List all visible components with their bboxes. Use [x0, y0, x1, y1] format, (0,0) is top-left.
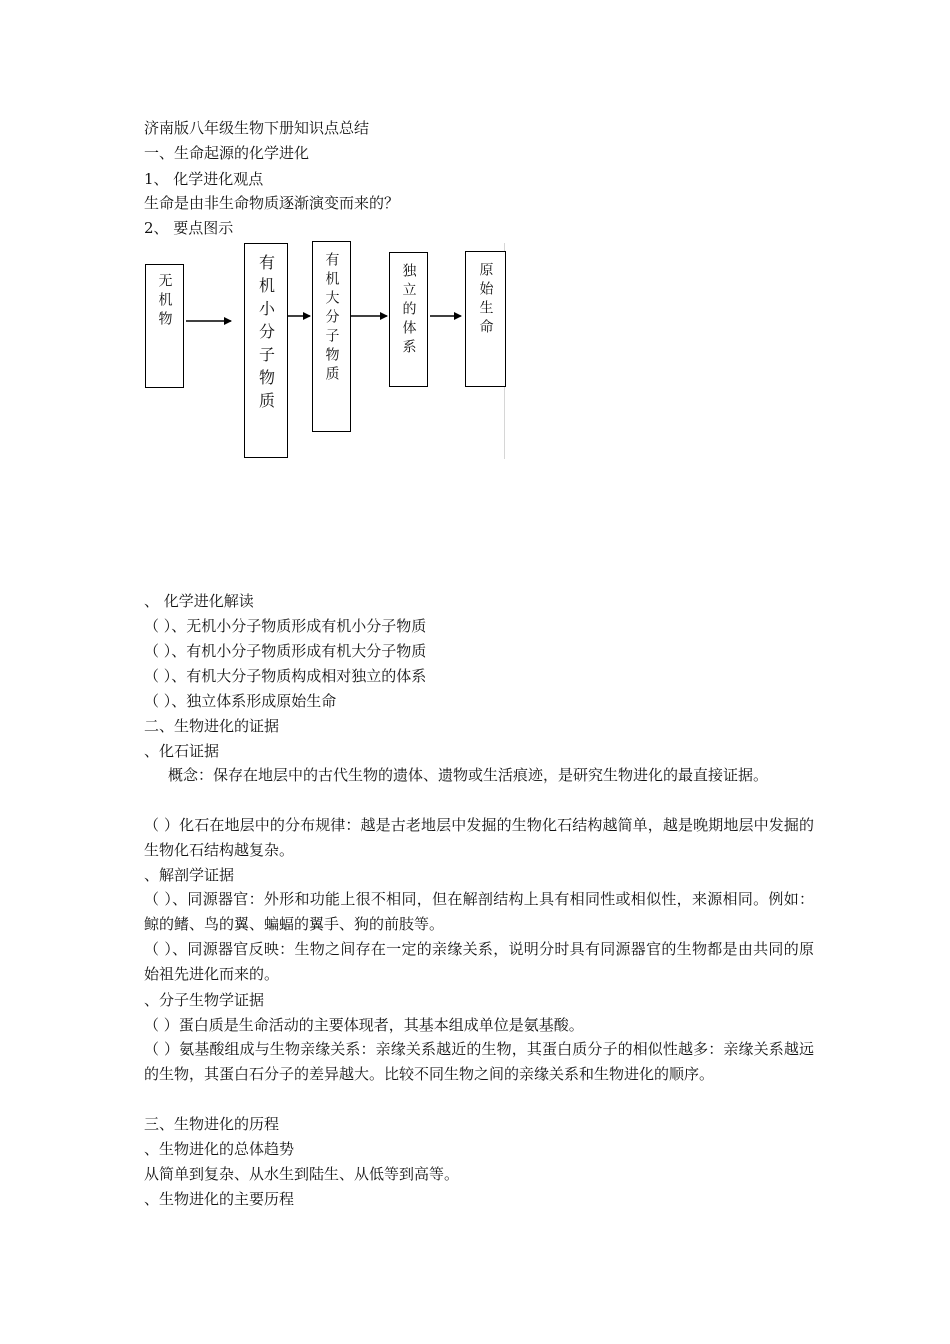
list-item: （ ）、独立体系形成原始生命 [144, 692, 337, 710]
paragraph-amino-acid: （ ）氨基酸组成与生物亲缘关系：亲缘关系越近的生物，其蛋白质分子的相似性越多：亲缘关系越远的生物，其蛋白石分子的差异越大。比较不同生物之间的亲缘关系和生物进化的顺序。 [144, 1040, 814, 1083]
paragraph-fossil-distribution: （ ）化石在地层中的分布规律：越是古老地层中发掘的生物化石结构越简单，越是晚期地层中发掘的生物化石结构越复杂。 [144, 816, 814, 859]
list-item: （ ）、有机大分子物质构成相对独立的体系 [144, 667, 427, 685]
section-2-heading: 二、生物进化的证据 [144, 717, 280, 735]
subheading-chemical-evolution-view: 1、 化学进化观点 [144, 170, 264, 188]
subheading-anatomy-evidence: 、解剖学证据 [144, 866, 235, 884]
box-independent-system-label: 独立的体系 [400, 263, 417, 358]
subheading-key-diagram: 2、 要点图示 [144, 219, 234, 237]
paragraph-homologous-organs: （ ）、同源器官：外形和功能上很不相同，但在解剖结构上具有相同性或相似性，来源相同。例如：鲸的鳍、鸟的翼、蝙蝠的翼手、狗的前肢等。 [144, 890, 814, 933]
document-title: 济南版八年级生物下册知识点总结 [144, 119, 370, 137]
subheading-overall-trend: 、生物进化的总体趋势 [144, 1140, 295, 1158]
subheading-molecular-evidence: 、分子生物学证据 [144, 991, 265, 1009]
subheading-interpretation: 、 化学进化解读 [144, 592, 254, 610]
subheading-main-process: 、生物进化的主要历程 [144, 1190, 295, 1208]
section-3-heading: 三、生物进化的历程 [144, 1115, 280, 1133]
subheading-fossil-evidence: 、化石证据 [144, 742, 220, 760]
box-organic-macromolecules-label: 有机大分子物质 [323, 252, 340, 385]
paragraph-protein: （ ）蛋白质是生命活动的主要体现者，其基本组成单位是氨基酸。 [144, 1016, 584, 1034]
diagram-arrows [0, 0, 950, 470]
paragraph-trend: 从简单到复杂、从水生到陆生、从低等到高等。 [144, 1165, 460, 1183]
paragraph-homologous-reflection: （ ）、同源器官反映：生物之间存在一定的亲缘关系，说明分时具有同源器官的生物都是由共同的原始祖先进化而来的。 [144, 940, 814, 983]
box-primitive-life-label: 原始生命 [477, 262, 494, 338]
section-1-heading: 一、生命起源的化学进化 [144, 144, 310, 162]
list-item: （ ）、无机小分子物质形成有机小分子物质 [144, 617, 427, 635]
list-item: （ ）、有机小分子物质形成有机大分子物质 [144, 642, 427, 660]
paragraph-life-origin: 生命是由非生命物质逐渐演变而来的？ [144, 194, 400, 212]
box-organic-small-molecules-label: 有机小分子物质 [256, 254, 276, 415]
box-inorganic-label: 无机物 [156, 273, 173, 330]
paragraph-fossil-concept: 概念：保存在地层中的古代生物的遗体、遗物或生活痕迹，是研究生物进化的最直接证据。 [168, 766, 769, 784]
